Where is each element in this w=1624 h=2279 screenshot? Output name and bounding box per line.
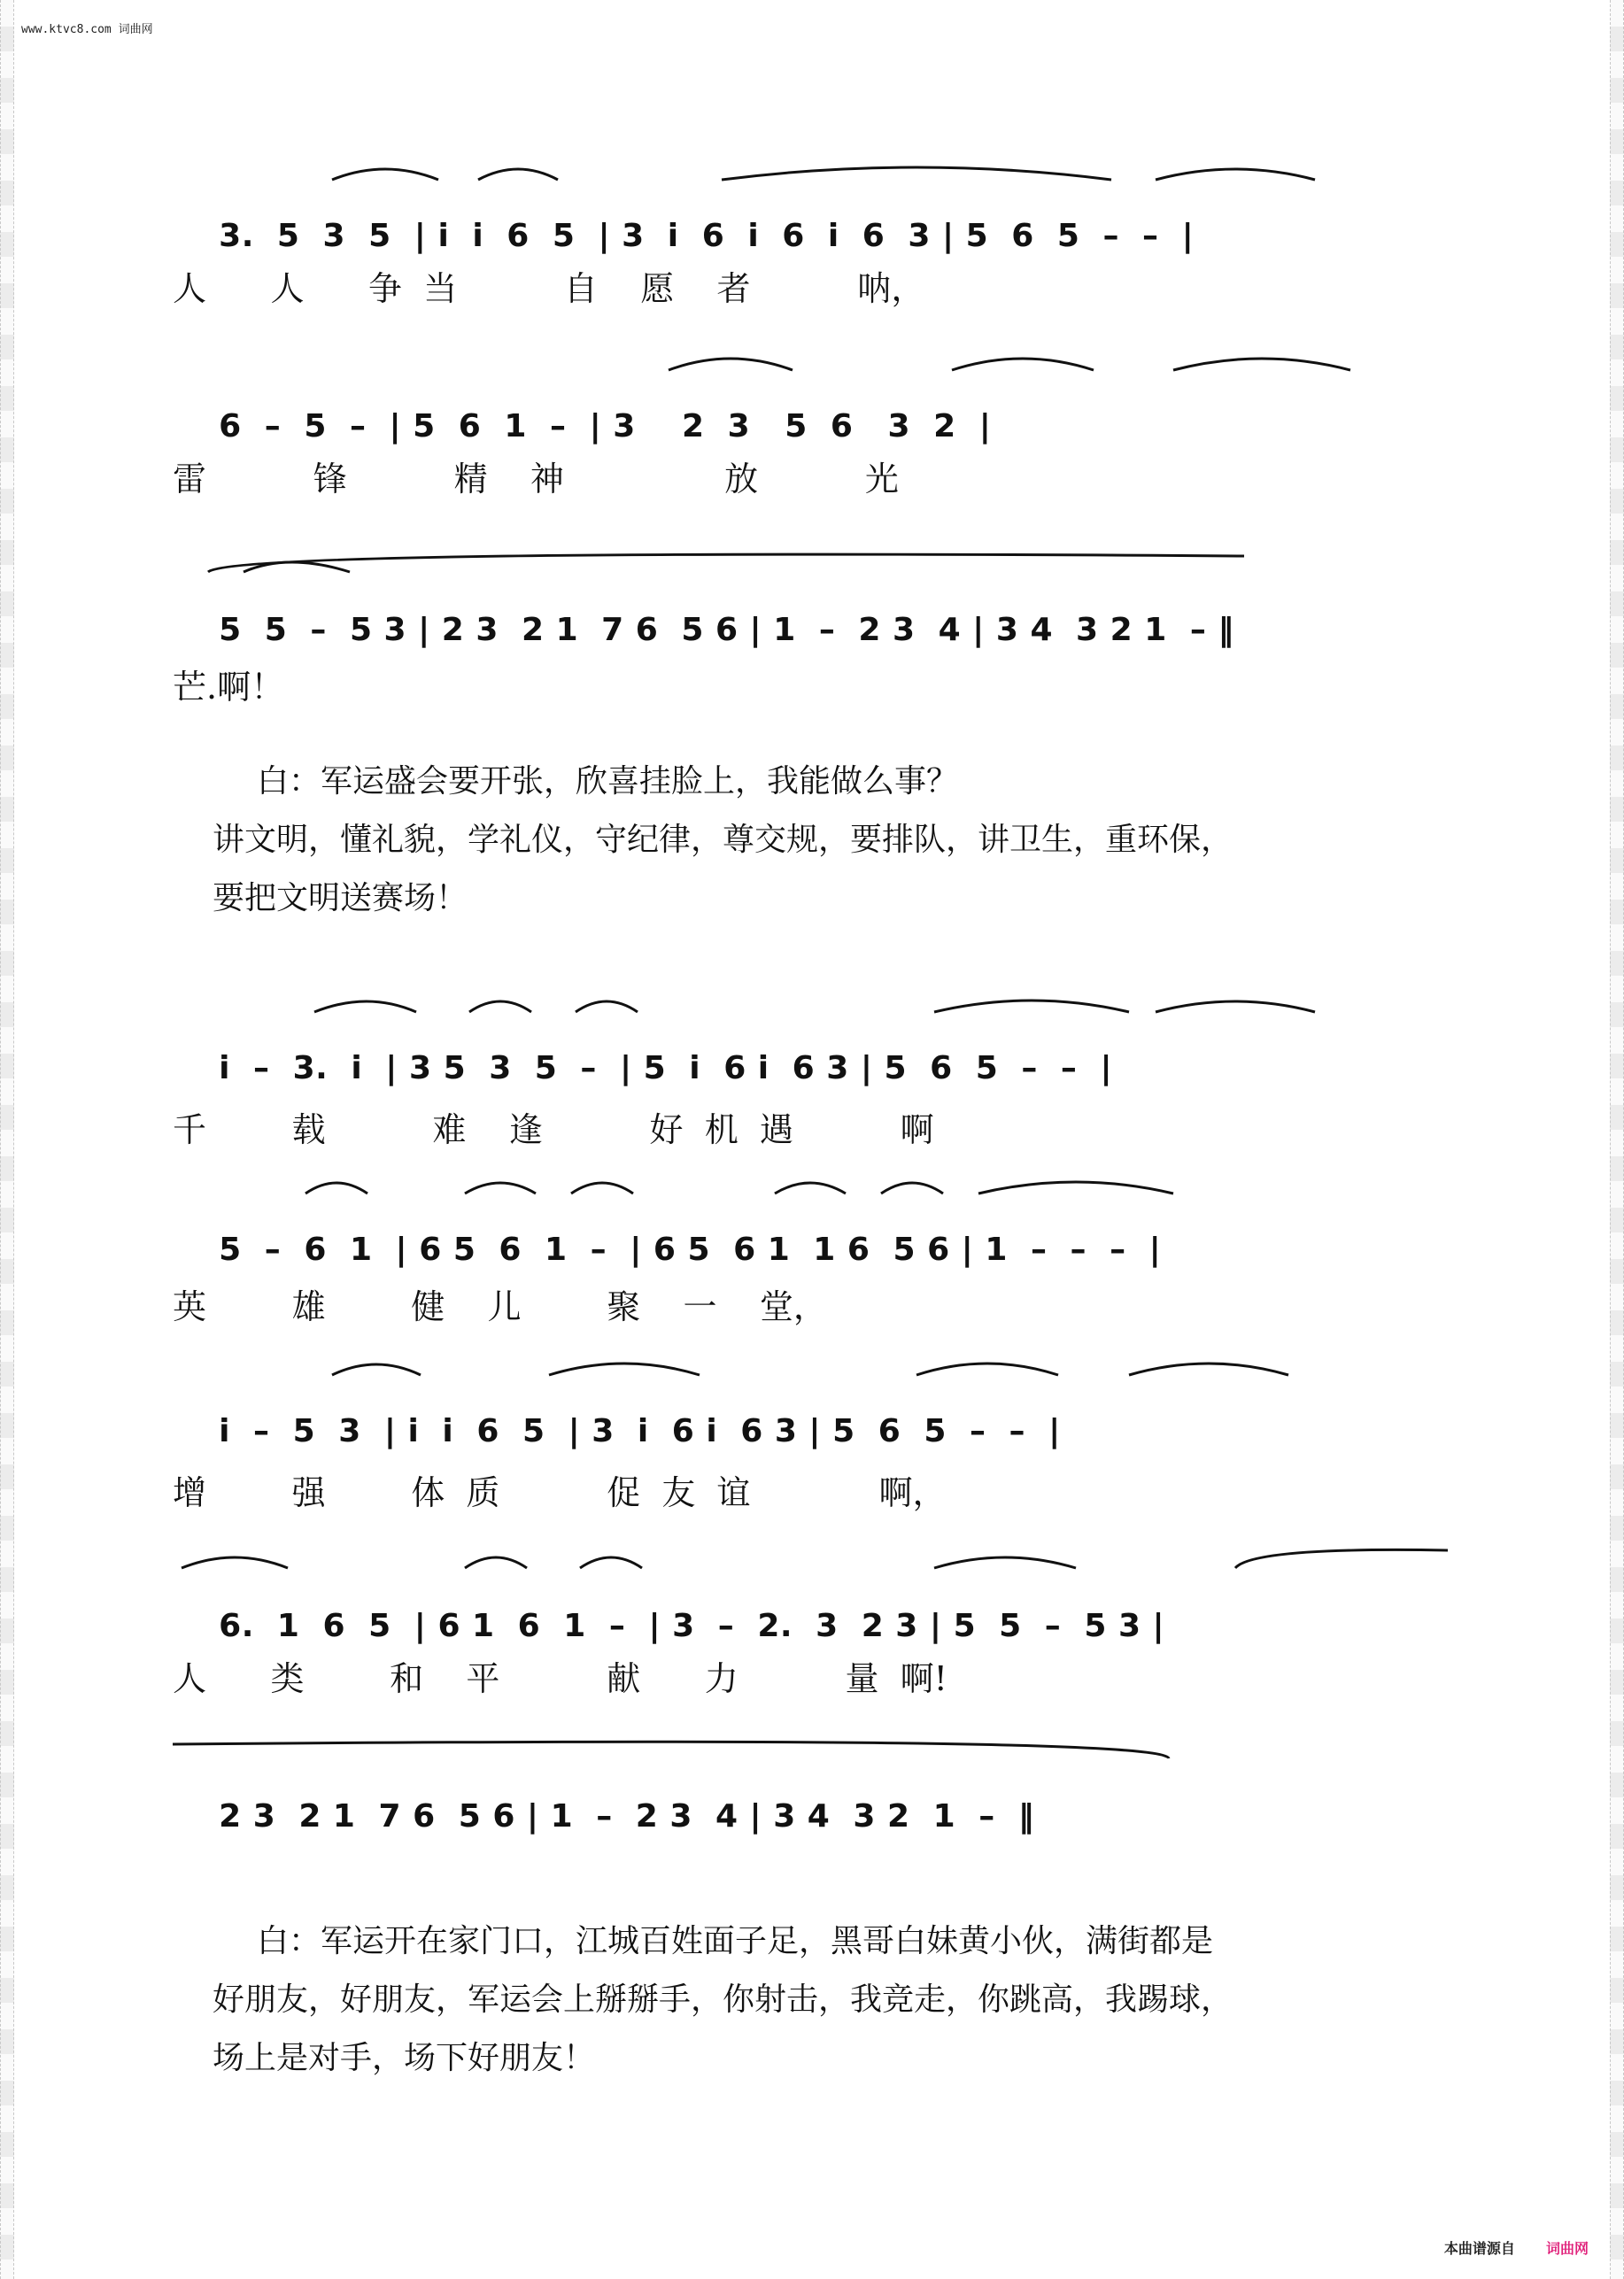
lyrics-line: 英 雄 健 儿 聚 一 堂， <box>173 1287 827 1326</box>
slur <box>934 1000 1129 1012</box>
slur <box>571 1183 633 1194</box>
slur <box>305 1183 367 1194</box>
notation-text: i – 3. i | 3 5 3 5 – | 5 i 6 i 6 3 | 5 6 5 – – | <box>219 1050 1113 1086</box>
slur <box>978 1182 1173 1194</box>
slur-marks <box>173 1541 1448 1577</box>
slur-marks <box>173 351 1448 377</box>
left-edge-watermark-strip <box>0 0 14 2279</box>
footer-site-link[interactable]: 词曲网 <box>1545 2240 1589 2257</box>
notation-text: 6 – 5 – | 5 6 1 – | 3 2 3 5 6 3 2 | <box>219 408 992 444</box>
slur <box>469 1001 531 1012</box>
slur <box>952 359 1094 370</box>
slur <box>465 1183 536 1194</box>
slur-marks <box>173 160 1448 187</box>
dialogue-line: 白：军运盛会要开张，欣喜挂脸上，我能做么事？ <box>257 763 959 800</box>
lyrics-line: 人 人 争 当 自 愿 者 呐， <box>173 269 925 308</box>
right-edge-watermark-strip <box>1610 0 1624 2279</box>
slur <box>465 1557 527 1568</box>
notation-text: 5 5 – 5 3 | 2 3 2 1 7 6 5 6 | 1 – 2 3 4 | 3 4 3 2 1 – ‖ <box>219 612 1234 648</box>
footer-source-text: 本曲谱源自 <box>1443 2240 1515 2257</box>
slur <box>1235 1549 1448 1568</box>
slur <box>669 359 793 370</box>
slur <box>916 1364 1058 1375</box>
slur <box>576 1001 638 1012</box>
slur <box>332 169 438 180</box>
dialogue-line: 场上是对手，场下好朋友！ <box>213 2040 596 2076</box>
spoken-dialogue <box>213 753 1417 928</box>
notation-text: 3. 5 3 5 | i i 6 5 | 3 i 6 i 6 i 6 3 | 5 6 5 – – | <box>219 218 1195 254</box>
slur <box>478 169 558 180</box>
slur <box>1173 359 1350 370</box>
slur <box>549 1364 700 1375</box>
slur <box>722 167 1111 180</box>
dialogue-line: 白：军运开在家门口，江城百姓面子足，黑哥白妹黄小伙，满街都是 <box>257 1923 1214 1959</box>
slur <box>934 1557 1076 1568</box>
lyrics-line: 人 类 和 平 献 力 量 啊! <box>173 1659 947 1698</box>
slur-marks <box>173 1732 1448 1767</box>
slur <box>173 1742 1169 1758</box>
spoken-dialogue <box>213 1912 1417 2088</box>
notation-text: 6. 1 6 5 | 6 1 6 1 – | 3 – 2. 3 2 3 | 5 5 – 5 3 | <box>219 1608 1165 1644</box>
slur <box>1156 1001 1315 1012</box>
lyrics-line: 雷 锋 精 神 放 光 <box>173 460 899 498</box>
slur <box>208 554 1244 572</box>
slur <box>1129 1364 1288 1375</box>
lyrics-line: 芒.啊！ <box>173 668 285 707</box>
dialogue-line: 要把文明送赛场！ <box>213 880 468 916</box>
slur <box>1156 169 1315 180</box>
notation-text: 2 3 2 1 7 6 5 6 | 1 – 2 3 4 | 3 4 3 2 1 – ‖ <box>219 1798 1035 1835</box>
slur <box>775 1183 846 1194</box>
slur <box>182 1557 288 1568</box>
slur <box>314 1001 416 1012</box>
lyrics-line: 千 载 难 逢 好 机 遇 啊 <box>173 1110 934 1149</box>
dialogue-line: 讲文明，懂礼貌，学礼仪，守纪律，尊交规，要排队，讲卫生，重环保， <box>213 822 1233 858</box>
slur <box>580 1557 642 1568</box>
slur <box>332 1364 421 1375</box>
footer <box>1444 2237 1589 2258</box>
score-line <box>173 1762 1448 1907</box>
slur-marks <box>173 993 1448 1019</box>
notation-text: i – 5 3 | i i 6 5 | 3 i 6 i 6 3 | 5 6 5 – – | <box>219 1413 1061 1449</box>
slur-marks <box>173 1356 1448 1382</box>
dialogue-line: 好朋友，好朋友，军运会上掰掰手，你射击，我竞走，你跳高，我踢球， <box>213 1982 1233 2018</box>
notation-row <box>173 1762 1448 1907</box>
slur <box>881 1183 943 1194</box>
slur-marks <box>173 545 1448 581</box>
slur-marks <box>173 1174 1448 1201</box>
site-header: www.ktvc8.com 词曲网 <box>21 23 153 36</box>
lyrics-line: 增 强 体 质 促 友 谊 啊， <box>173 1473 947 1512</box>
notation-text: 5 – 6 1 | 6 5 6 1 – | 6 5 6 1 1 6 5 6 | 1 – – – | <box>219 1232 1162 1268</box>
